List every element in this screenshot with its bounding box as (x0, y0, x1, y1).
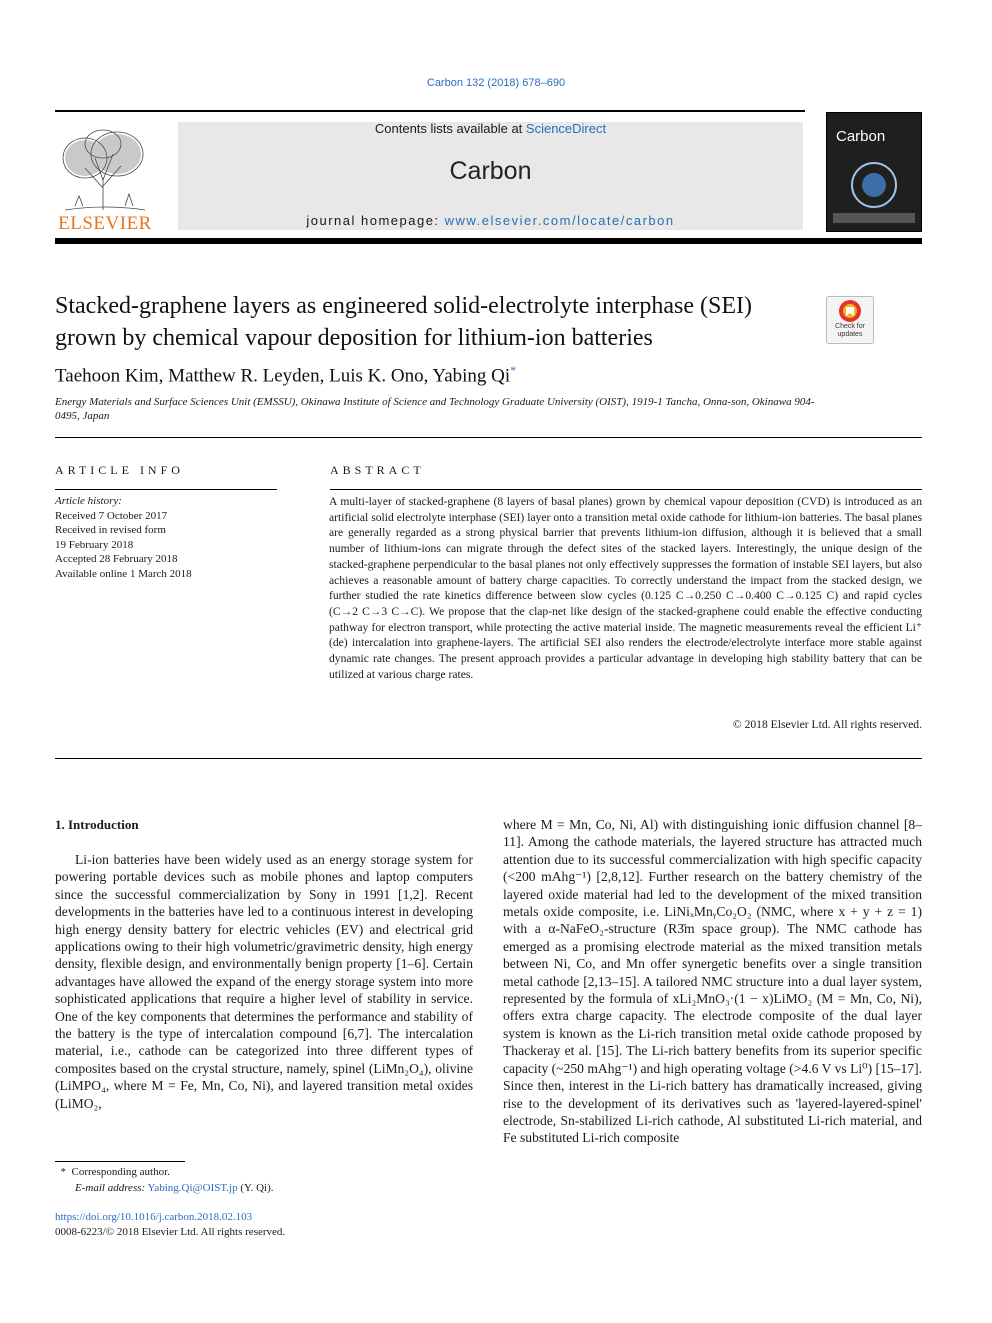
contents-prefix: Contents lists available at (374, 121, 526, 136)
corresponding-author-mark[interactable]: * (510, 363, 517, 377)
introduction-heading: 1. Introduction (55, 817, 139, 832)
header-thick-rule (55, 238, 922, 244)
authors-text: Taehoon Kim, Matthew R. Leyden, Luis K. Ono, Yabing Qi (55, 365, 511, 387)
check-updates-icon (827, 297, 873, 325)
journal-reference[interactable]: Carbon 132 (2018) 678–690 (426, 77, 566, 89)
issn-copyright: 0008-6223/© 2018 Elsevier Ltd. All rights reserved. (55, 1226, 286, 1238)
contents-line (178, 121, 803, 136)
article-title: Stacked-graphene layers as engineered solid-electrolyte interphase (SEI) grown by chemical vapour deposition for lithium-ion batteries (55, 293, 753, 351)
footnote (55, 1165, 273, 1196)
email-label: E-mail address: (75, 1181, 146, 1194)
article-info-heading: ARTICLE INFO (55, 463, 184, 477)
email-note (55, 1181, 273, 1197)
check-updates-label (826, 323, 874, 339)
author-list (55, 363, 516, 387)
article-info-rule (55, 489, 277, 490)
abstract-heading: ABSTRACT (330, 463, 425, 477)
homepage-link[interactable]: www.elsevier.com/locate/carbon (444, 213, 675, 228)
history-item: 19 February 2018 (55, 538, 134, 551)
author-affiliation: Energy Materials and Surface Sciences Unit (EMSSU), Okinawa Institute of Science and Technology Graduate University (OIST), 1919-1 Tancha, Onna-son, Okinawa 904-0495, Japan (55, 396, 815, 422)
history-item: Received in revised form (55, 524, 166, 536)
abstract-rule (330, 489, 922, 490)
email-link[interactable]: Yabing.Qi@OIST.jp (147, 1181, 238, 1194)
body-column-right: where M = Mn, Co, Ni, Al) with distinguishing ionic diffusion channel [8–11]. Among the cathode materials, the layered structure has attracted much attention due to its successful commercialization with high specific capacity (<200 mAhg⁻¹) [2,8,12]. Further research on the battery chemistry of the layered oxide material had led to the development of the mixed transition metals oxide composite, i.e. LiNiₓMnᵧCo₂O₂ (NMC, where x + y + z = 1) with a α-NaFeO₂-structure (R3̄m space group). The NMC cathode has emerged as a promising electrode material as the mixed transition metals between Ni, Co, and Mn offer synergetic benefits over a single transition metal cathode [2,13–15]. A tailored NMC structure into a dual layer system, represented by the formula of xLi₂MnO₃·(1 − x)LiMO₂ (M = Mn, Co, Ni), offers extra charge capacity. The electrode composite of the dual layer system is known as the Li-rich transition metal oxide cathode proposed by Thackeray et al. [15]. The Li-rich battery benefits from its superior specific capacity (~250 mAhg⁻¹) and high operating voltage (>4.6 V vs Li⁰) [15–17]. Since then, interest in the Li-rich battery has dramatically increased, giving rise to the development of its derivatives such as 'layered-layered-spinel' electrode, Sn-stabilized Li-rich cathode, Al substituted Li-rich material, and Fe substituted Li-rich composite (503, 817, 922, 1146)
cover-title: Carbon (836, 128, 886, 145)
sciencedirect-link[interactable]: ScienceDirect (525, 121, 607, 136)
footnote-rule (55, 1161, 185, 1162)
abstract-bottom-rule (55, 758, 922, 759)
history-label: Article history: (55, 495, 122, 507)
email-suffix: (Y. Qi). (240, 1181, 274, 1194)
journal-homepage-line (178, 213, 803, 228)
corresponding-label: Corresponding author. (71, 1166, 170, 1178)
history-item: Received 7 October 2017 (55, 509, 168, 522)
affiliation-rule (55, 437, 922, 438)
header-top-rule (55, 110, 805, 112)
corresponding-author-note (55, 1165, 273, 1181)
history-item: Accepted 28 February 2018 (55, 553, 178, 565)
article-history (55, 494, 192, 581)
footnote-mark: * (60, 1166, 66, 1178)
abstract-copyright: © 2018 Elsevier Ltd. All rights reserved. (732, 718, 922, 731)
check-updates-label-line1: Check for (835, 323, 865, 330)
check-updates-label-line2: updates (837, 331, 863, 338)
elsevier-wordmark: ELSEVIER (58, 213, 152, 234)
doi-link[interactable]: https://doi.org/10.1016/j.carbon.2018.02.103 (55, 1211, 253, 1223)
history-item: Available online 1 March 2018 (55, 567, 192, 580)
journal-name: Carbon (449, 157, 532, 185)
homepage-prefix: journal homepage: (306, 213, 445, 228)
body-column-left: Li-ion batteries have been widely used as an energy storage system for powering portable devices such as mobile phones and laptop computers since the successful commercialization by Sony in 1991 [1,2]. Recent developments in the batteries have led to a continuous interest in developing high energy density battery for electric vehicles (EV) and electrical grid applications owing to their high volumetric/gravimetric density, high energy density, flexible design, and environmentally benign property [1–6]. Certain advantages have allowed the expand of the energy storage system into more sophisticated applications that require a higher level of stability in service. One of the key components that determines the performance and stability of the battery is the type of intercalation compound [6,7]. The intercalation material, i.e., cathode can be categorized into three different types of composites based on the crystal structure, namely, spinel (LiMn₂O₄), olivine (LiMPO₄, where M = Fe, Mn, Co, Ni), and layered transition metal oxides (LiMO₂, (55, 852, 473, 1111)
abstract-text: A multi-layer of stacked-graphene (8 layers of basal planes) grown by chemical vapour deposition (CVD) is introduced as an artificial solid electrolyte interphase (SEI) layer onto a transition metal oxide cathode for lithium-ion batteries. The basal planes are generally regarded as a strong physical barrier that prevents lithium-ion diffusion, although it is believed that a small number of lithium-ions can migrate through the defect sites of the stacked layers. Interestingly, the unique design of the stacked-graphene perpendicular to the basal planes not only effectively suppresses the formation of instable SEI layers, but also achieves a reasonable amount of battery charge capacities. To correctly understand the impact from the stacked design, we further studied the rate kinetics difference between slow cycles (0.125 C→0.250 C→0.400 C→0.125 C) and rapid cycles (C→2 C→3 C→C). We propose that the clap-net like design of the stacked-graphene could enable the effective conducting pathway for electron transport, while protecting the active material inside. The magnetic measurements reveal the efficient Li⁺ (de) intercalation into graphene-layers. The artificial SEI also renders the electrode/electrolyte interface more stable against dynamic rate changes. The present approach provides a particular advantage in developing high stability battery that can be utilized at various charge rates. (329, 495, 922, 681)
